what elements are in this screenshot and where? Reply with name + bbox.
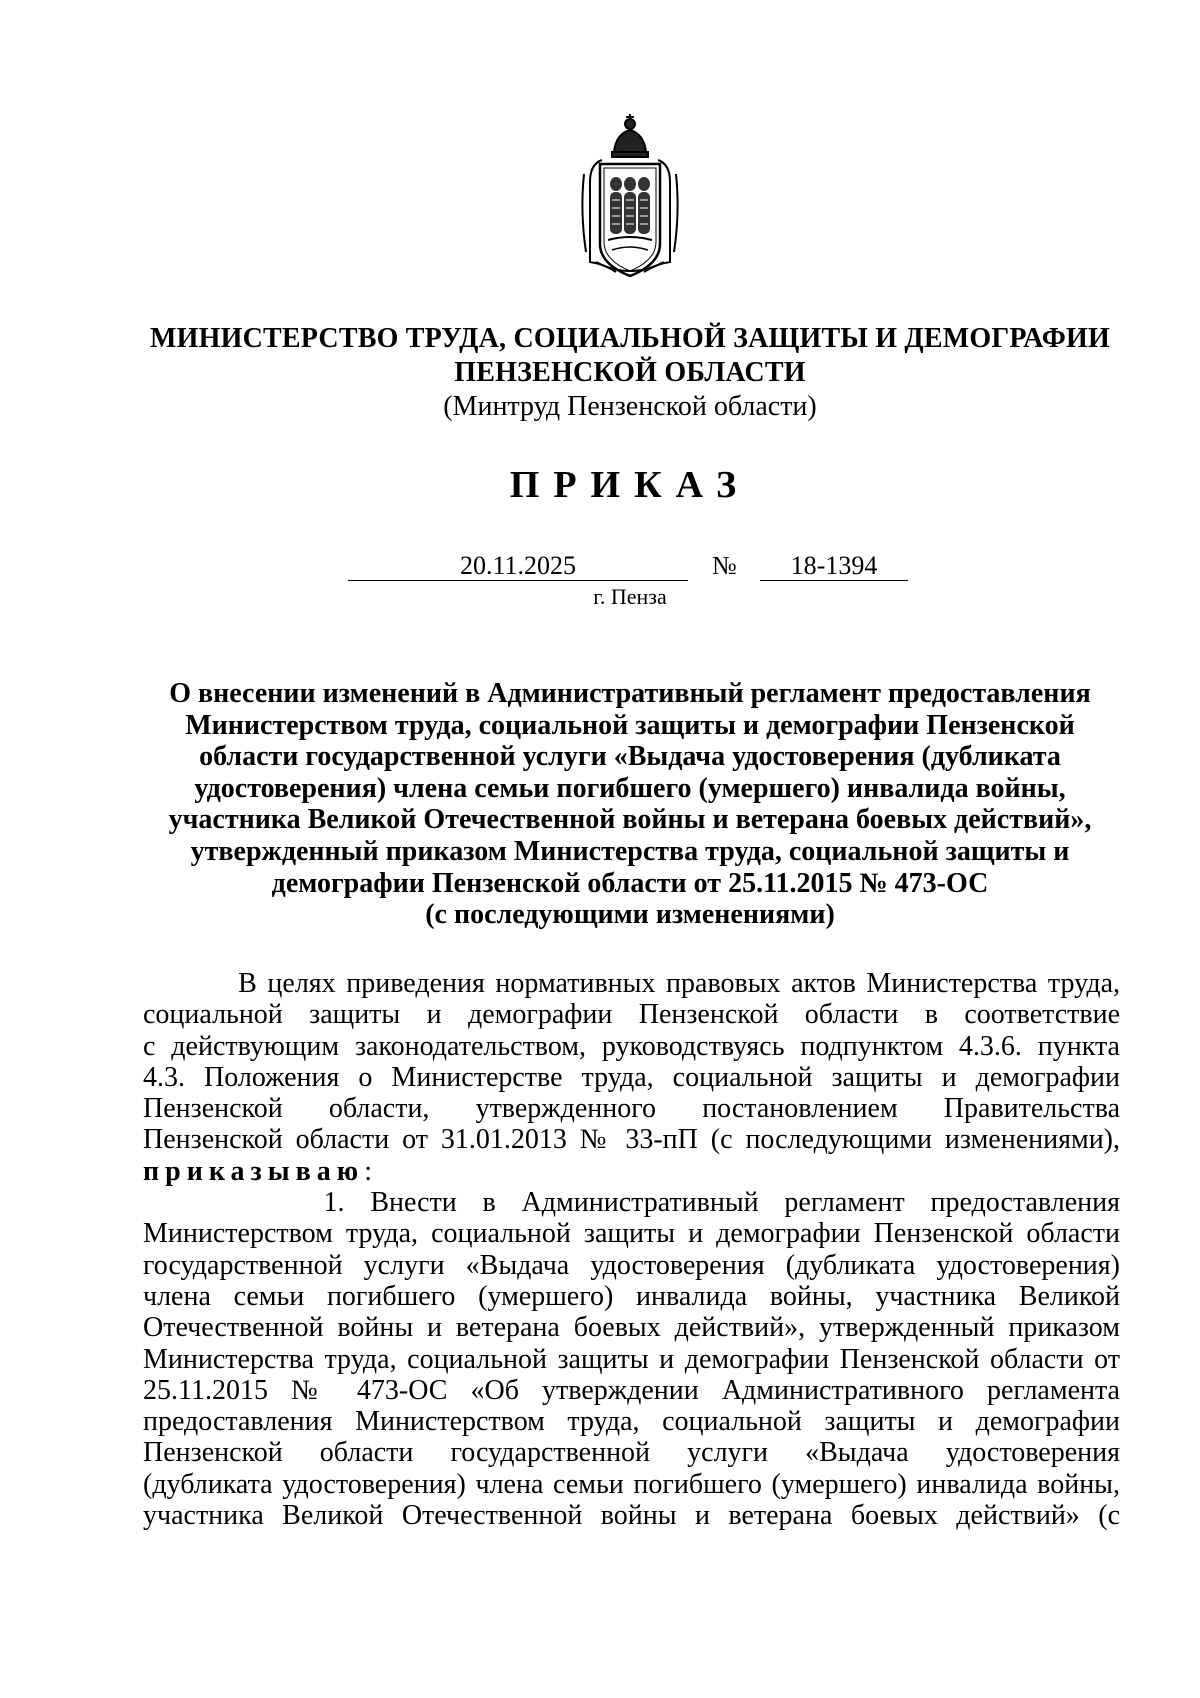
heading-line: утвержденный приказом Министерства труда, социальной защиты и: [190, 835, 1070, 867]
ministry-short-name: (Минтруд Пензенской области): [443, 391, 817, 422]
body-line: государственной услуги «Выдача удостоверения (дубликата удостоверения): [143, 1249, 1120, 1281]
body-line: В целях приведения нормативных правовых актов Министерства труда,: [143, 968, 1120, 999]
body-line: члена семьи погибшего (умершего) инвалида войны, участника Великой: [143, 1280, 1120, 1312]
penza-coat-of-arms-icon: [576, 112, 684, 282]
heading-line: Министерством труда, социальной защиты и демографии Пензенской: [185, 709, 1075, 741]
body-line: участника Великой Отечественной войны и ветерана боевых действий» (с: [143, 1500, 1120, 1532]
body-line: предоставления Министерством труда, социальной защиты и демографии: [143, 1406, 1120, 1438]
body-line: Пензенской области, утвержденного постановлением Правительства: [143, 1093, 1120, 1125]
body-line: Пензенской области государственной услуги «Выдача удостоверения: [143, 1437, 1120, 1469]
body-line: с действующим законодательством, руководствуясь подпунктом 4.3.6. пункта: [143, 1030, 1120, 1062]
document-date: 20.11.2025: [348, 552, 688, 581]
order-word: приказываю: [143, 1155, 365, 1187]
body-line: Министерства труда, социальной защиты и демографии Пензенской области от: [143, 1343, 1120, 1375]
body-line: 25.11.2015 № 473-ОС «Об утверждении Административного регламента: [143, 1374, 1120, 1406]
document-city: г. Пенза: [593, 584, 667, 609]
body-line: социальной защиты и демографии Пензенской области в соответствие: [143, 999, 1120, 1031]
heading-line: (с последующими изменениями): [425, 899, 835, 931]
body-line: Пензенской области от 31.01.2013 № 33-пП (с последующими изменениями),: [143, 1124, 1120, 1156]
date-number-line: [0, 552, 1200, 586]
heading-line: демографии Пензенской области от 25.11.2015 № 473-ОС: [271, 867, 989, 899]
order-line: [143, 1156, 1120, 1187]
order-colon: :: [364, 1155, 372, 1187]
heading-line: О внесении изменений в Административный регламент предоставления: [169, 678, 1091, 709]
document-number: 18-1394: [760, 552, 908, 581]
body-line: 1. Внести в Административный регламент предоставления: [143, 1187, 1120, 1219]
heading-line: области государственной услуги «Выдача удостоверения (дубликата: [199, 741, 1061, 773]
document-type-title: ПРИКАЗ: [509, 464, 751, 506]
heading-line: удостоверения) члена семьи погибшего (умершего) инвалида войны,: [194, 772, 1066, 804]
document-body: [143, 968, 1120, 1531]
body-line: (дубликата удостоверения) члена семьи погибшего (умершего) инвалида войны,: [143, 1468, 1120, 1500]
number-sign: №: [712, 551, 737, 580]
body-line: 4.3. Положения о Министерстве труда, социальной защиты и демографии: [143, 1061, 1120, 1093]
ministry-name-line2: ПЕНЗЕНСКОЙ ОБЛАСТИ: [454, 357, 806, 388]
body-line: Отечественной войны и ветерана боевых действий», утвержденный приказом: [143, 1312, 1120, 1344]
ministry-name-line1: МИНИСТЕРСТВО ТРУДА, СОЦИАЛЬНОЙ ЗАЩИТЫ И ДЕМОГРАФИИ: [150, 323, 1110, 354]
body-line: Министерством труда, социальной защиты и демографии Пензенской области: [143, 1218, 1120, 1250]
document-heading: [120, 678, 1140, 931]
heading-line: участника Великой Отечественной войны и ветерана боевых действий»,: [168, 804, 1092, 836]
